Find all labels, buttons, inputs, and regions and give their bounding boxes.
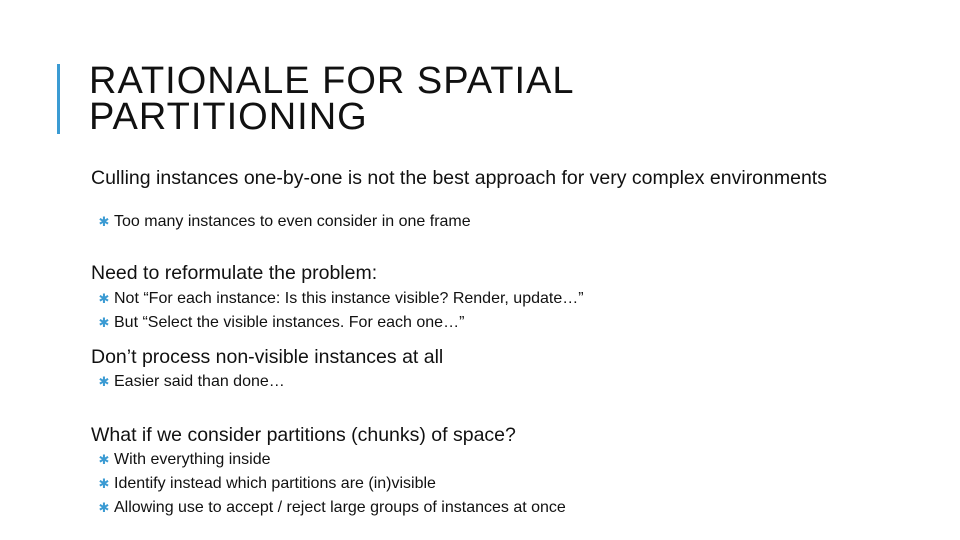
sub-bullet-text: With everything inside [114, 451, 271, 468]
asterisk-icon: ✱ [98, 500, 110, 515]
bullet-culling: Culling instances one-by-one is not the best approach for very complex environments [91, 167, 827, 189]
asterisk-icon: ✱ [98, 315, 110, 330]
title-line-1: RATIONALE FOR SPATIAL [89, 60, 575, 102]
asterisk-icon: ✱ [98, 214, 110, 229]
sub-bullet-text: Easier said than done… [114, 373, 285, 390]
title-accent-bar [57, 64, 60, 134]
sub-bullet [97, 498, 566, 518]
asterisk-icon: ✱ [98, 476, 110, 491]
sub-bullet-text: Not “For each instance: Is this instance visible? Render, update…” [114, 290, 584, 307]
sub-bullet [97, 474, 436, 494]
asterisk-icon: ✱ [98, 452, 110, 467]
bullet-reformulate: Need to reformulate the problem: [91, 262, 378, 284]
sub-bullet-text: Identify instead which partitions are (in)visible [114, 475, 436, 492]
sub-bullet-text: But “Select the visible instances. For each one…” [114, 314, 465, 331]
slide-title [89, 60, 575, 138]
title-line-2: PARTITIONING [89, 96, 368, 138]
sub-bullet [97, 313, 464, 333]
sub-bullet [97, 372, 285, 392]
bullet-non-visible: Don’t process non-visible instances at all [91, 346, 444, 368]
sub-bullet [97, 212, 471, 232]
sub-bullet [97, 450, 271, 470]
sub-bullet-text: Allowing use to accept / reject large groups of instances at once [114, 499, 566, 516]
bullet-partitions: What if we consider partitions (chunks) of space? [91, 424, 516, 446]
sub-bullet-text: Too many instances to even consider in one frame [114, 213, 471, 230]
sub-bullet [97, 289, 584, 309]
asterisk-icon: ✱ [98, 374, 110, 389]
asterisk-icon: ✱ [98, 291, 110, 306]
